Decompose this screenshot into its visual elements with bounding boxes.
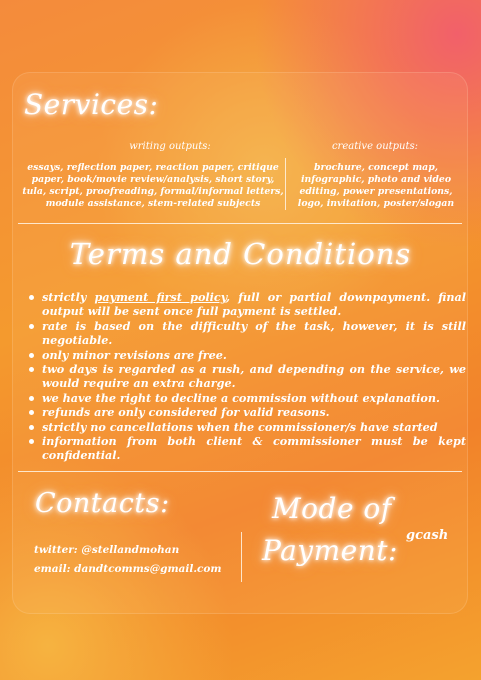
- terms-item: only minor revisions are free.: [28, 348, 466, 362]
- services-divider: [285, 158, 286, 210]
- section-divider-top: [18, 223, 462, 224]
- bullet-icon: [29, 353, 34, 358]
- twitter-handle[interactable]: twitter: @stellandmohan: [34, 544, 180, 556]
- bullet-icon: [29, 295, 34, 300]
- terms-item: two days is regarded as a rush, and depending on the service, we would require an extra charge.: [28, 362, 466, 391]
- terms-list: [28, 290, 466, 463]
- bullet-icon: [29, 410, 34, 415]
- payment-title-line2: Payment:: [262, 534, 398, 567]
- bullet-icon: [29, 425, 34, 430]
- email-address[interactable]: email: dandtcomms@gmail.com: [34, 563, 222, 575]
- terms-title: Terms and Conditions: [69, 237, 412, 271]
- bullet-icon: [29, 439, 34, 444]
- contacts-divider: [241, 532, 242, 582]
- terms-item: strictly payment first policy, full or partial downpayment. final output will be sent once full payment is settled.: [28, 290, 466, 319]
- bullet-icon: [29, 367, 34, 372]
- payment-title-line1: Mode of: [272, 492, 392, 525]
- terms-item: information from both client & commissioner must be kept confidential.: [28, 434, 466, 463]
- terms-item: rate is based on the difficulty of the task, however, it is still negotiable.: [28, 319, 466, 348]
- writing-outputs-list: essays, reflection paper, reaction paper, critique paper, book/movie review/analysis, short story, tula, script, proofreading, formal/informal letters, module assistance, stem-related subjects: [22, 162, 284, 209]
- creative-outputs-list: brochure, concept map, infographic, photo and video editing, power presentations, logo, invitation, poster/slogan: [297, 162, 455, 209]
- bullet-icon: [29, 324, 34, 329]
- terms-item: refunds are only considered for valid reasons.: [28, 405, 466, 419]
- payment-method: gcash: [406, 528, 449, 543]
- creative-outputs-heading: creative outputs:: [331, 141, 419, 152]
- terms-item: we have the right to decline a commission without explanation.: [28, 391, 466, 405]
- contacts-title: Contacts:: [35, 488, 170, 519]
- payment-policy-text: payment first policy: [94, 290, 227, 304]
- bullet-icon: [29, 396, 34, 401]
- writing-outputs-heading: writing outputs:: [129, 141, 211, 152]
- section-divider-bottom: [18, 471, 462, 472]
- services-title: Services:: [24, 88, 159, 121]
- terms-item: strictly no cancellations when the commissioner/s have started: [28, 420, 466, 434]
